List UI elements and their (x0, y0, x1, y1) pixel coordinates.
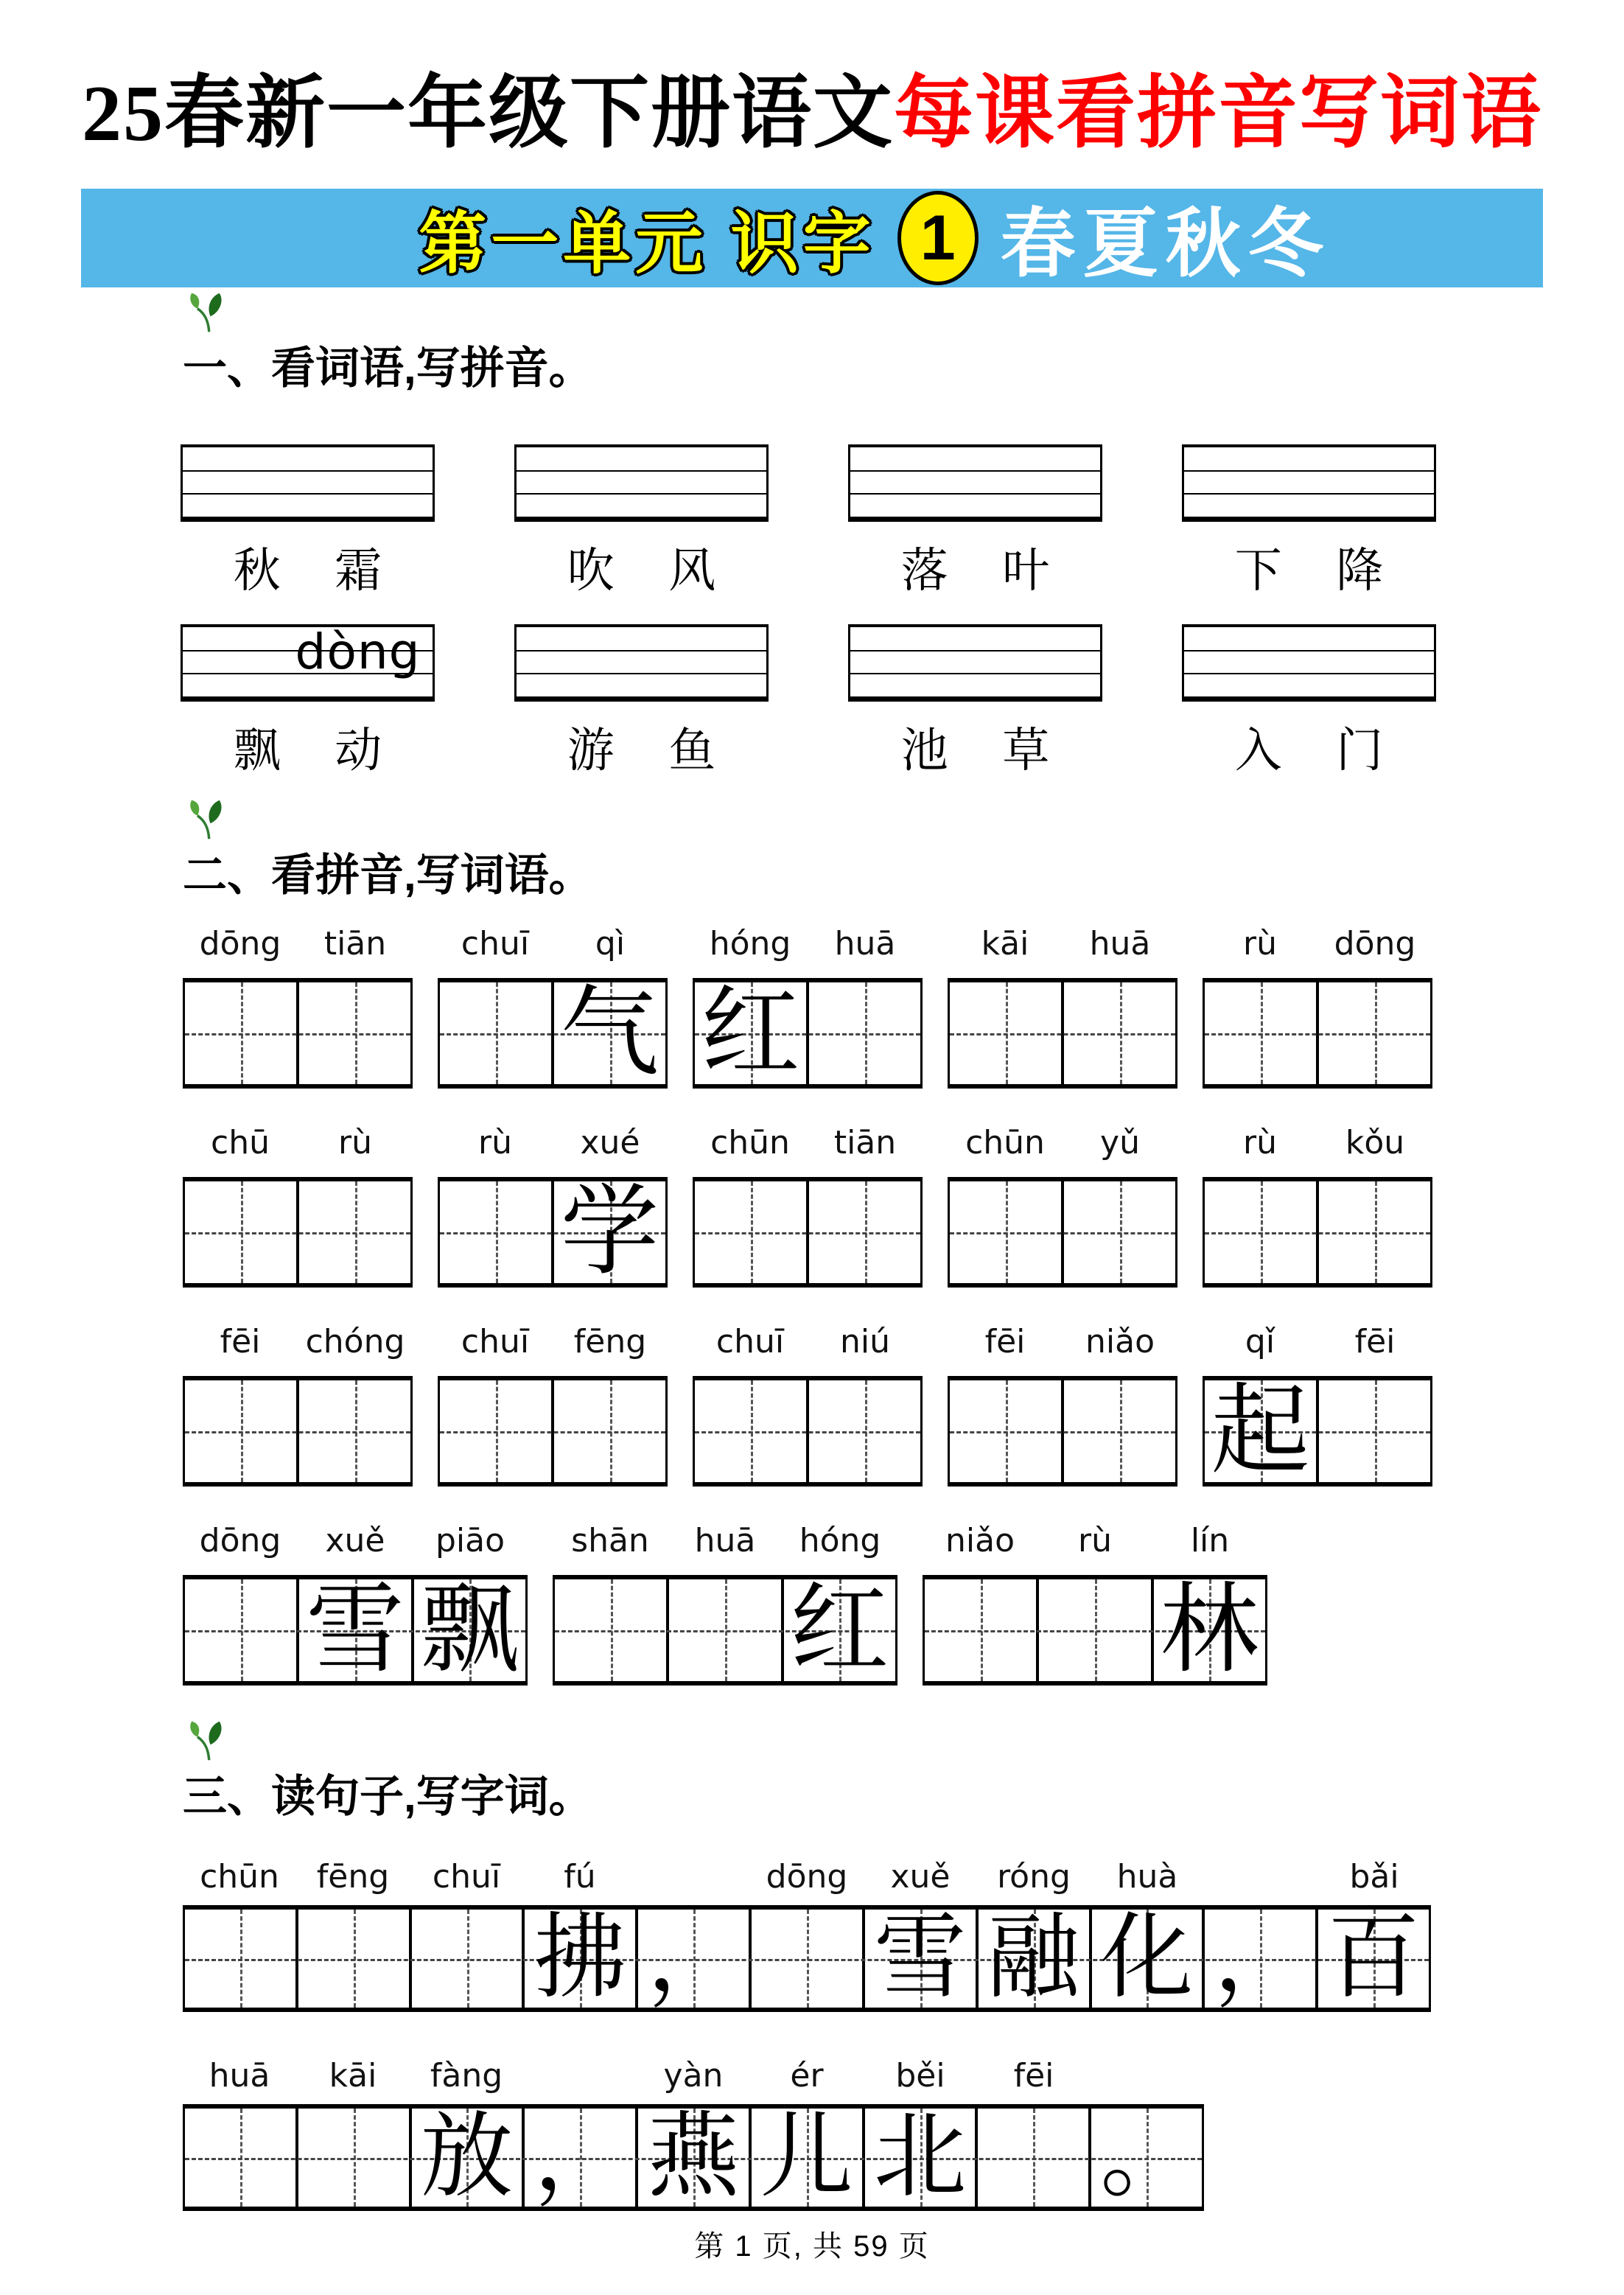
unit-banner (81, 189, 1543, 287)
answer-char: 雪 (873, 1907, 967, 2010)
prompt-word (1182, 713, 1436, 780)
pinyin-label: yàn (663, 2057, 724, 2095)
pinyin-label: chūn (965, 1124, 1045, 1162)
prompt-word (848, 533, 1102, 601)
write-cell (1202, 1907, 1315, 2010)
pinyin-label: fēi (984, 1323, 1026, 1360)
pinyin-label (637, 1856, 750, 1898)
center-dash-line (950, 1431, 1175, 1433)
write-cell (1315, 1907, 1429, 2010)
pinyin-label: huā (694, 1522, 756, 1559)
pinyin-label: hóng (709, 925, 791, 963)
answer-char: 拂 (533, 1907, 627, 2010)
tianzige-box (438, 978, 668, 1089)
section1-row1-words (181, 533, 1436, 601)
write-cell (1088, 2106, 1202, 2209)
title-accent: 每课看拼音写词语 (894, 70, 1543, 158)
pinyin-label: niú (840, 1323, 890, 1360)
pinyin-labels-group (183, 923, 413, 965)
pinyin-label: huā (1089, 925, 1151, 963)
grid-line (517, 650, 766, 652)
section2-row1-boxes (183, 978, 1432, 1089)
pinyin-labels-group (693, 1321, 923, 1363)
prompt-word-text: 吹风 (567, 545, 770, 597)
tianzige-box (553, 1575, 897, 1686)
write-cell (781, 1576, 895, 1685)
pinyin-label: hóng (799, 1522, 881, 1559)
pinyin-label: kāi (329, 2057, 377, 2095)
write-cell (976, 1907, 1089, 2010)
center-dash-line (185, 1232, 410, 1234)
pinyin-label: dōng (199, 1522, 281, 1559)
tianzige-box (948, 1376, 1177, 1487)
pinyin-label: yǔ (1100, 1124, 1140, 1162)
pinyin-labels-group (1203, 1122, 1432, 1164)
tianzige-box (948, 978, 1177, 1089)
answer-char: 。 (1100, 2106, 1194, 2209)
pinyin-label: tiān (833, 1124, 897, 1162)
pinyin-label: niǎo (1085, 1323, 1155, 1360)
write-cell (522, 2106, 635, 2209)
write-cell (522, 1907, 635, 2010)
pinyin-label: chūn (200, 1858, 279, 1896)
pinyin-label: piāo (435, 1522, 505, 1559)
answer-char: 红 (701, 979, 800, 1088)
tianzige-box (923, 1575, 1267, 1686)
pinyin-label: ér (790, 2057, 824, 2095)
prompt-word-text: 飘动 (233, 724, 436, 777)
write-cell (551, 979, 665, 1088)
pinyin-answer: dòng (295, 623, 421, 680)
pinyin-label: kāi (981, 925, 1029, 963)
pinyin-four-line-box (1182, 624, 1436, 702)
center-dash-line (185, 1033, 410, 1035)
section2-heading (183, 840, 593, 904)
pinyin-labels-group (948, 1321, 1177, 1363)
section1-row2-boxes (181, 624, 1436, 702)
pinyin-label: qì (595, 925, 626, 963)
grid-line (850, 493, 1100, 495)
section3-row2-strip (183, 2104, 1204, 2211)
tianzige-box (438, 1376, 668, 1487)
page-title (0, 49, 1624, 163)
pinyin-labels-group (1203, 923, 1432, 965)
prompt-word (1182, 533, 1436, 601)
grid-line (183, 493, 433, 495)
pinyin-four-line-box (514, 624, 769, 702)
tianzige-box (1203, 1376, 1432, 1487)
grid-line (850, 650, 1100, 652)
answer-char: 放 (420, 2106, 514, 2209)
section3-heading-text: 三、读句子,写字词。 (183, 1772, 593, 1821)
write-cell (862, 2106, 976, 2209)
pinyin-label: tiān (323, 925, 387, 963)
grid-line (1184, 470, 1434, 472)
pinyin-label: rù (1243, 1124, 1277, 1162)
pinyin-four-line-box (848, 624, 1102, 702)
center-dash-line (440, 1431, 665, 1433)
pinyin-label (1091, 2055, 1204, 2097)
answer-char: 融 (987, 1907, 1080, 2010)
tianzige-box (183, 1575, 528, 1686)
pinyin-label: niǎo (945, 1522, 1015, 1559)
pinyin-label: dōng (1334, 925, 1416, 963)
grid-line (1184, 673, 1434, 674)
prompt-word (514, 533, 769, 601)
section1-row2-words (181, 713, 1436, 780)
section2-row4-boxes (183, 1575, 1267, 1686)
write-cell (296, 1576, 410, 1685)
page-footer: 第 1 页, 共 59 页 (694, 2230, 930, 2263)
pinyin-four-line-box (848, 444, 1102, 522)
pinyin-four-line-box (1182, 444, 1436, 522)
pinyin-label: chūn (710, 1124, 790, 1162)
grid-line (1184, 650, 1434, 652)
pinyin-label: rù (338, 1124, 372, 1162)
tianzige-box (948, 1177, 1177, 1288)
pinyin-label (523, 2055, 637, 2097)
grid-line (850, 673, 1100, 674)
pinyin-label: shān (571, 1522, 649, 1559)
prompt-word (181, 533, 435, 601)
pinyin-label: xué (580, 1124, 640, 1162)
pinyin-labels-group (553, 1520, 897, 1562)
pinyin-label: xuě (890, 1858, 951, 1896)
answer-char: 起 (1211, 1377, 1310, 1486)
answer-char: ， (647, 1907, 741, 2010)
lesson-number: 1 (920, 202, 956, 273)
pinyin-label: bǎi (1349, 1858, 1399, 1896)
leaf-icon (187, 292, 228, 333)
write-cell (1089, 1907, 1203, 2010)
prompt-word-text: 入门 (1234, 724, 1438, 777)
pinyin-label: qǐ (1245, 1323, 1275, 1360)
answer-char: 北 (873, 2106, 967, 2209)
pinyin-labels-group (693, 923, 923, 965)
pinyin-labels-group (183, 1520, 528, 1562)
answer-char: 林 (1160, 1576, 1259, 1685)
answer-char: 气 (560, 979, 659, 1088)
tianzige-box (693, 1376, 923, 1487)
sentence-strip (183, 1905, 1431, 2012)
tianzige-box (693, 978, 923, 1089)
pinyin-label: rù (1078, 1522, 1112, 1559)
grid-line (517, 493, 766, 495)
section2-row3-boxes (183, 1376, 1432, 1487)
answer-char: 学 (560, 1178, 659, 1287)
pinyin-labels-group (923, 1520, 1267, 1562)
center-dash-line (185, 1431, 410, 1433)
pinyin-label: fēng (316, 1858, 390, 1896)
answer-char: ， (533, 2106, 627, 2209)
answer-char: 雪 (305, 1576, 405, 1685)
sentence-strip (183, 2104, 1204, 2211)
center-dash-line (950, 1232, 1175, 1234)
tianzige-box (183, 978, 413, 1089)
answer-char: 飘 (420, 1576, 519, 1685)
section1-row1-boxes (181, 444, 1436, 522)
center-dash-line (695, 1431, 920, 1433)
pinyin-label: chū (211, 1124, 270, 1162)
write-cell (1151, 1576, 1265, 1685)
write-cell (635, 1907, 749, 2010)
answer-char: ， (1214, 1907, 1307, 2010)
leaf-icon (187, 1720, 228, 1761)
tianzige-box (1203, 978, 1432, 1089)
banner-unit-label: 第一单元 识字 (419, 206, 875, 282)
pinyin-label: běi (895, 2057, 945, 2095)
write-cell (409, 2106, 522, 2209)
pinyin-label (1204, 1856, 1317, 1898)
write-cell (1205, 1377, 1316, 1486)
pinyin-label: chuī (432, 1858, 501, 1896)
section3-row1-strip (183, 1905, 1431, 2012)
pinyin-labels-group (438, 1122, 668, 1164)
pinyin-label: dōng (199, 925, 281, 963)
tianzige-box (183, 1376, 413, 1487)
answer-char: 燕 (647, 2106, 741, 2209)
prompt-word-text: 落叶 (900, 545, 1104, 597)
pinyin-labels-group (1203, 1321, 1432, 1363)
pinyin-label: dōng (766, 1858, 848, 1896)
section1-heading-text: 一、看词语,写拼音。 (183, 343, 593, 393)
grid-line (1184, 493, 1434, 495)
section3-row1-pinyin (183, 1856, 1431, 1898)
pinyin-labels-group (438, 923, 668, 965)
prompt-word (181, 713, 435, 780)
prompt-word-text: 秋霜 (233, 545, 436, 597)
grid-line (850, 470, 1100, 472)
pinyin-label: rù (1243, 925, 1277, 963)
write-cell (862, 1907, 976, 2010)
pinyin-label: fēng (573, 1323, 647, 1360)
pinyin-label: róng (997, 1858, 1071, 1896)
pinyin-label: fēi (1013, 2057, 1054, 2095)
pinyin-label: lín (1190, 1522, 1230, 1559)
pinyin-label: chuī (715, 1323, 785, 1360)
pinyin-labels-group (438, 1321, 668, 1363)
pinyin-labels-group (183, 1122, 413, 1164)
prompt-word-text: 游鱼 (567, 724, 770, 777)
pinyin-labels-group (183, 1321, 413, 1363)
pinyin-label: rù (478, 1124, 512, 1162)
title-main: 25春新一年级下册语文 (81, 70, 894, 158)
banner-lesson-title: 春夏秋冬 (1000, 202, 1331, 286)
tianzige-box (438, 1177, 668, 1288)
section2-row4-pinyin (183, 1520, 1267, 1562)
write-cell (551, 1178, 665, 1287)
pinyin-label: huà (1116, 1858, 1178, 1896)
pinyin-four-line-box (181, 624, 435, 702)
pinyin-label: huā (209, 2057, 270, 2095)
leaf-icon (187, 799, 228, 840)
center-dash-line (1205, 1232, 1430, 1234)
section3-heading (183, 1761, 593, 1825)
pinyin-label: fēi (220, 1323, 261, 1360)
pinyin-labels-group (948, 923, 1177, 965)
pinyin-label: chóng (305, 1323, 405, 1360)
tianzige-box (693, 1177, 923, 1288)
pinyin-label: fú (564, 1858, 596, 1896)
pinyin-four-line-box (181, 444, 435, 522)
pinyin-label: xuě (325, 1522, 385, 1559)
center-dash-line (695, 1232, 920, 1234)
section2-row1-pinyin (183, 923, 1432, 965)
section3-row2-pinyin (183, 2055, 1204, 2097)
write-cell (695, 979, 806, 1088)
section2-row2-pinyin (183, 1122, 1432, 1164)
prompt-word (848, 713, 1102, 780)
section2-row2-boxes (183, 1177, 1432, 1288)
write-cell (749, 2106, 862, 2209)
answer-char: 化 (1100, 1907, 1194, 2010)
tianzige-box (183, 1177, 413, 1288)
pinyin-label: fàng (430, 2057, 503, 2095)
section2-row3-pinyin (183, 1321, 1432, 1363)
lesson-number-badge (897, 191, 979, 285)
pinyin-labels-group (693, 1122, 923, 1164)
pinyin-labels-group (948, 1122, 1177, 1164)
prompt-word-text: 下降 (1234, 545, 1438, 597)
answer-char: 红 (790, 1576, 889, 1685)
pinyin-label: kǒu (1345, 1124, 1405, 1162)
section1-heading (183, 333, 593, 397)
center-dash-line (1205, 1033, 1430, 1035)
grid-line (183, 470, 433, 472)
center-dash-line (950, 1033, 1175, 1035)
grid-line (517, 470, 766, 472)
pinyin-label: chuī (461, 925, 530, 963)
section2-heading-text: 二、看拼音,写词语。 (183, 850, 593, 900)
prompt-word (514, 713, 769, 780)
grid-line (517, 673, 766, 674)
write-cell (411, 1576, 525, 1685)
answer-char: 儿 (760, 2106, 853, 2209)
tianzige-box (1203, 1177, 1432, 1288)
pinyin-label: fēi (1354, 1323, 1396, 1360)
write-cell (635, 2106, 749, 2209)
pinyin-label: huā (834, 925, 896, 963)
pinyin-four-line-box (514, 444, 769, 522)
pinyin-label: chuī (461, 1323, 530, 1360)
answer-char: 百 (1327, 1907, 1421, 2010)
prompt-word-text: 池草 (900, 724, 1104, 777)
